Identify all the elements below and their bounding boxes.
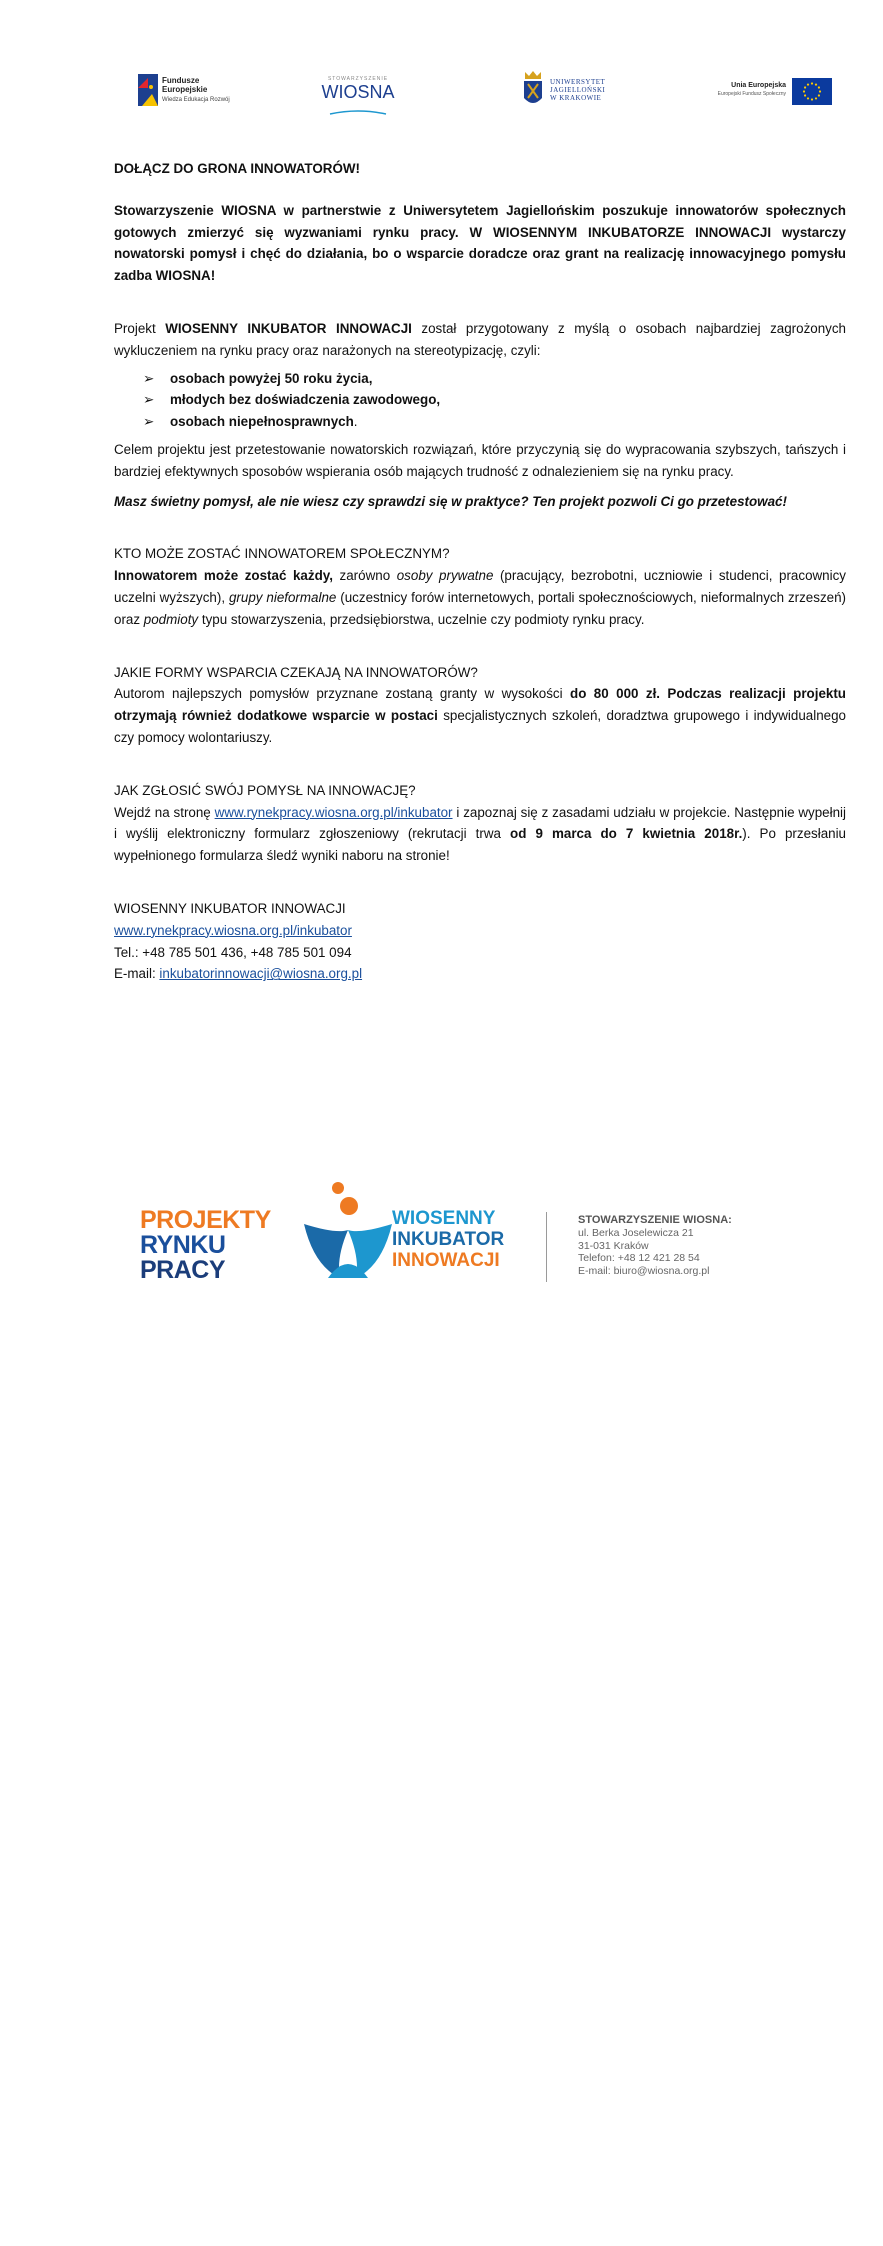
- wiosna-logo-word: WIOSNA: [321, 82, 395, 102]
- eu-star-icon: [815, 97, 817, 99]
- uj-logo: [522, 70, 614, 114]
- contact-phone: Tel.: +48 785 501 436, +48 785 501 094: [114, 944, 352, 960]
- target-groups-list: [114, 368, 846, 433]
- list-item: ➢ osobach powyżej 50 roku życia,: [143, 368, 846, 390]
- eu-star-icon: [818, 86, 820, 88]
- footer-divider: [546, 1212, 547, 1282]
- goal-paragraph: Celem projektu jest przetestowanie nowatorskich rozwiązań, które przyczynią się do wypracowania szybszych, tańszych i bardziej efektywnych sposobów wspierania osób mających trudność z odnalezieniem się na rynku pracy.: [114, 441, 846, 479]
- project-paragraph: [114, 318, 846, 362]
- support-heading: JAKIE FORMY WSPARCIA CZEKAJĄ NA INNOWATORÓW?: [114, 664, 478, 680]
- eu-star-icon: [815, 83, 817, 85]
- arrow-bullet-icon: ➢: [143, 370, 155, 386]
- projekty-rynku-pracy-logo: PROJEKTY RYNKU PRACY: [140, 1206, 271, 1284]
- contact-block: WIOSENNY INKUBATOR INNOWACJI www.rynekpracy.wiosna.org.pl/inkubator Tel.: +48 785 501 436, +48 785 501 094 E-mail: inkubatorinnowacji@wiosna.org.pl: [114, 898, 846, 985]
- project-text-a: Projekt: [114, 320, 166, 336]
- inkubator-figure-icon: [296, 1180, 392, 1284]
- eu-star-icon: [804, 86, 806, 88]
- intro-paragraph: Stowarzyszenie WIOSNA w partnerstwie z Uniwersytetem Jagiellońskim poszukuje innowatorów społecznych gotowych zmierzyć się wyzwaniami rynku pracy. W WIOSENNYM INKUBATORZE INNOWACJI wystarczy nowatorski pomysł i chęć do działania, bo o wsparcie doradcze oraz grant na realizację innowacyjnego pomysłu zadba WIOSNA!: [114, 202, 846, 284]
- list-item: ➢ osobach niepełnosprawnych.: [143, 411, 846, 433]
- fe-line2: Europejskie: [162, 85, 208, 94]
- eu-star-icon: [811, 98, 813, 100]
- ue-line2: Europejski Fundusz Społeczny: [717, 91, 786, 97]
- uj-line3: W KRAKOWIE: [550, 94, 602, 102]
- eu-star-icon: [811, 82, 813, 84]
- eu-star-icon: [803, 90, 805, 92]
- arrow-bullet-icon: ➢: [143, 392, 155, 408]
- fundusze-europejskie-logo: [138, 72, 242, 112]
- list-item: ➢ młodych bez doświadczenia zawodowego,: [143, 389, 846, 411]
- fe-line3: Wiedza Edukacja Rozwój: [162, 97, 230, 103]
- question-paragraph: Masz świetny pomysł, ale nie wiesz czy sprawdzi się w praktyce? Ten projekt pozwoli Ci go przetestować!: [114, 493, 787, 509]
- eu-star-icon: [819, 90, 821, 92]
- eu-flag-icon: [792, 78, 832, 105]
- eu-star-icon: [818, 94, 820, 96]
- uj-line2: JAGIELLOŃSKI: [550, 86, 606, 94]
- uj-crest-icon: [522, 70, 544, 110]
- support-paragraph: Autorom najlepszych pomysłów przyznane zostaną granty w wysokości do 80 000 zł. Podczas realizacji projektu otrzymają również dodatkowe wsparcie w postaci specjalistycznych szkoleń, doradztwa grupowego i indywidualnego czy pomocy wolontariuszy.: [114, 686, 846, 745]
- wiosna-logo: [316, 76, 400, 110]
- inkubator-link[interactable]: www.rynekpracy.wiosna.org.pl/inkubator: [214, 804, 453, 820]
- arrow-bullet-icon: ➢: [143, 414, 155, 430]
- contact-email-link[interactable]: inkubatorinnowacji@wiosna.org.pl: [159, 966, 363, 982]
- fundusze-europejskie-mark-icon: [138, 74, 158, 106]
- wiosna-logo-top: STOWARZYSZENIE: [327, 76, 389, 82]
- organization-address: STOWARZYSZENIE WIOSNA: ul. Berka Joselewicza 21 31-031 Kraków Telefon: +48 12 421 28 54 E-mail: biuro@wiosna.org.pl: [578, 1214, 732, 1278]
- contact-heading: WIOSENNY INKUBATOR INNOWACJI: [114, 900, 346, 916]
- ue-line1: Unia Europejska: [731, 82, 786, 89]
- eu-star-icon: [804, 94, 806, 96]
- project-text-c: został przygotowany z myślą o osobach najbardziej zagrożonych wykluczeniem na rynku pracy oraz narażonych na stereotypizację, czyli:: [114, 320, 846, 358]
- who-paragraph: Innowatorem może zostać każdy, zarówno osoby prywatne (pracujący, bezrobotni, uczniowie i studenci, pracownicy uczelni wyższych), grupy nieformalne (uczestnicy forów internetowych, portali społecznościowych, nieformalnych zrzeszeń) oraz podmioty typu stowarzyszenia, przedsiębiorstwa, uczelnie czy podmioty rynku pracy.: [114, 568, 847, 627]
- project-name: WIOSENNY INKUBATOR INNOWACJI: [165, 320, 412, 336]
- who-heading: KTO MOŻE ZOSTAĆ INNOWATOREM SPOŁECZNYM?: [114, 546, 450, 562]
- wiosna-swoosh-icon: [328, 110, 388, 116]
- main-content: [114, 158, 846, 985]
- unia-europejska-logo: [710, 78, 834, 108]
- uj-line1: UNIWERSYTET: [550, 78, 606, 86]
- apply-paragraph: Wejdź na stronę www.rynekpracy.wiosna.org.pl/inkubator i zapoznaj się z zasadami udziału w projekcie. Następnie wypełnij i wyślij elektroniczny formularz zgłoszeniowy (rekrutacji trwa od 9 marca do 7 kwietnia 2018r.). Po przesłaniu wypełnionego formularza śledź wyniki naboru na stronie!: [114, 804, 847, 864]
- wiosenny-inkubator-logo-text: WIOSENNY INKUBATOR INNOWACJI: [392, 1208, 505, 1271]
- eu-star-icon: [807, 97, 809, 99]
- main-heading: DOŁĄCZ DO GRONA INNOWATORÓW!: [114, 161, 360, 176]
- contact-website-link[interactable]: www.rynekpracy.wiosna.org.pl/inkubator: [114, 922, 352, 938]
- apply-heading: JAK ZGŁOSIĆ SWÓJ POMYSŁ NA INNOWACJĘ?: [114, 782, 416, 798]
- fe-line1: Fundusze: [162, 76, 200, 85]
- eu-star-icon: [807, 83, 809, 85]
